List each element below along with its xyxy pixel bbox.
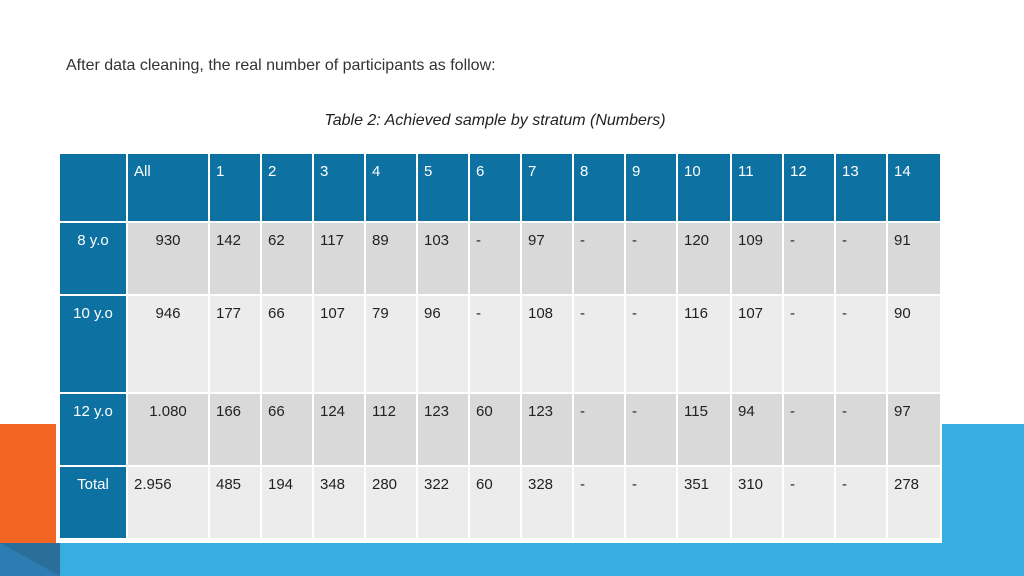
table-cell: 123 <box>521 393 573 466</box>
table-cell: - <box>835 222 887 295</box>
table-cell: 107 <box>731 295 783 393</box>
table-cell: 348 <box>313 466 365 539</box>
column-header: 8 <box>573 153 625 222</box>
table-cell: 91 <box>887 222 941 295</box>
column-header <box>59 153 127 222</box>
table-row-total <box>59 466 941 539</box>
table-cell: - <box>783 295 835 393</box>
column-header: 1 <box>209 153 261 222</box>
table-cell: 108 <box>521 295 573 393</box>
column-header: 3 <box>313 153 365 222</box>
table-cell: 124 <box>313 393 365 466</box>
column-header: 6 <box>469 153 521 222</box>
table-cell: 97 <box>887 393 941 466</box>
table-cell: 66 <box>261 295 313 393</box>
column-header: 10 <box>677 153 731 222</box>
table-cell: 96 <box>417 295 469 393</box>
table-cell: - <box>835 466 887 539</box>
table-cell: - <box>573 222 625 295</box>
column-header: 4 <box>365 153 417 222</box>
table-cell: - <box>573 295 625 393</box>
column-header: 11 <box>731 153 783 222</box>
blue-bottom-band <box>0 543 1024 576</box>
row-label: 10 y.o <box>59 295 127 393</box>
table-cell: 117 <box>313 222 365 295</box>
table-cell: 97 <box>521 222 573 295</box>
row-label: 12 y.o <box>59 393 127 466</box>
table-cell: - <box>783 466 835 539</box>
table-cell: 116 <box>677 295 731 393</box>
table-cell: 62 <box>261 222 313 295</box>
column-header: 12 <box>783 153 835 222</box>
table-row <box>59 295 941 393</box>
table-cell: 946 <box>127 295 209 393</box>
intro-text: After data cleaning, the real number of participants as follow: <box>66 57 496 74</box>
dark-blue-corner-decoration <box>0 543 60 576</box>
table-cell: - <box>783 393 835 466</box>
table-cell: 351 <box>677 466 731 539</box>
table-cell: - <box>835 393 887 466</box>
table-cell: 177 <box>209 295 261 393</box>
table-cell: - <box>835 295 887 393</box>
table-cell: - <box>573 393 625 466</box>
table-cell: 278 <box>887 466 941 539</box>
table-cell: 142 <box>209 222 261 295</box>
table-cell: 107 <box>313 295 365 393</box>
table-cell: 103 <box>417 222 469 295</box>
table-cell: 2.956 <box>127 466 209 539</box>
sample-table <box>58 152 942 540</box>
table-cell: - <box>625 222 677 295</box>
column-header: 5 <box>417 153 469 222</box>
table-row <box>59 222 941 295</box>
table-cell: - <box>469 222 521 295</box>
table-cell: 112 <box>365 393 417 466</box>
table-caption: Table 2: Achieved sample by stratum (Numbers) <box>324 112 666 129</box>
table-cell: - <box>625 466 677 539</box>
table-cell: 89 <box>365 222 417 295</box>
table-cell: 328 <box>521 466 573 539</box>
column-header: 9 <box>625 153 677 222</box>
table-cell: 109 <box>731 222 783 295</box>
table-cell: 166 <box>209 393 261 466</box>
table-cell: 120 <box>677 222 731 295</box>
table-cell: - <box>625 393 677 466</box>
row-label: 8 y.o <box>59 222 127 295</box>
table-cell: 1.080 <box>127 393 209 466</box>
table-header-row <box>59 153 941 222</box>
table-cell: 123 <box>417 393 469 466</box>
table-cell: 115 <box>677 393 731 466</box>
table-cell: 930 <box>127 222 209 295</box>
column-header: 2 <box>261 153 313 222</box>
table-cell: 60 <box>469 466 521 539</box>
table-cell: 322 <box>417 466 469 539</box>
row-label: Total <box>59 466 127 539</box>
table-row <box>59 393 941 466</box>
blue-corner-decoration <box>942 424 1024 576</box>
orange-corner-decoration <box>0 424 56 576</box>
table-cell: 66 <box>261 393 313 466</box>
table-cell: - <box>469 295 521 393</box>
column-header: 7 <box>521 153 573 222</box>
table-cell: 60 <box>469 393 521 466</box>
table-cell: 485 <box>209 466 261 539</box>
table-cell: 280 <box>365 466 417 539</box>
table-cell: - <box>783 222 835 295</box>
table-cell: 79 <box>365 295 417 393</box>
table-cell: - <box>625 295 677 393</box>
table-cell: 94 <box>731 393 783 466</box>
table-cell: - <box>573 466 625 539</box>
table-cell: 194 <box>261 466 313 539</box>
column-header: All <box>127 153 209 222</box>
table-cell: 90 <box>887 295 941 393</box>
column-header: 13 <box>835 153 887 222</box>
column-header: 14 <box>887 153 941 222</box>
table-cell: 310 <box>731 466 783 539</box>
